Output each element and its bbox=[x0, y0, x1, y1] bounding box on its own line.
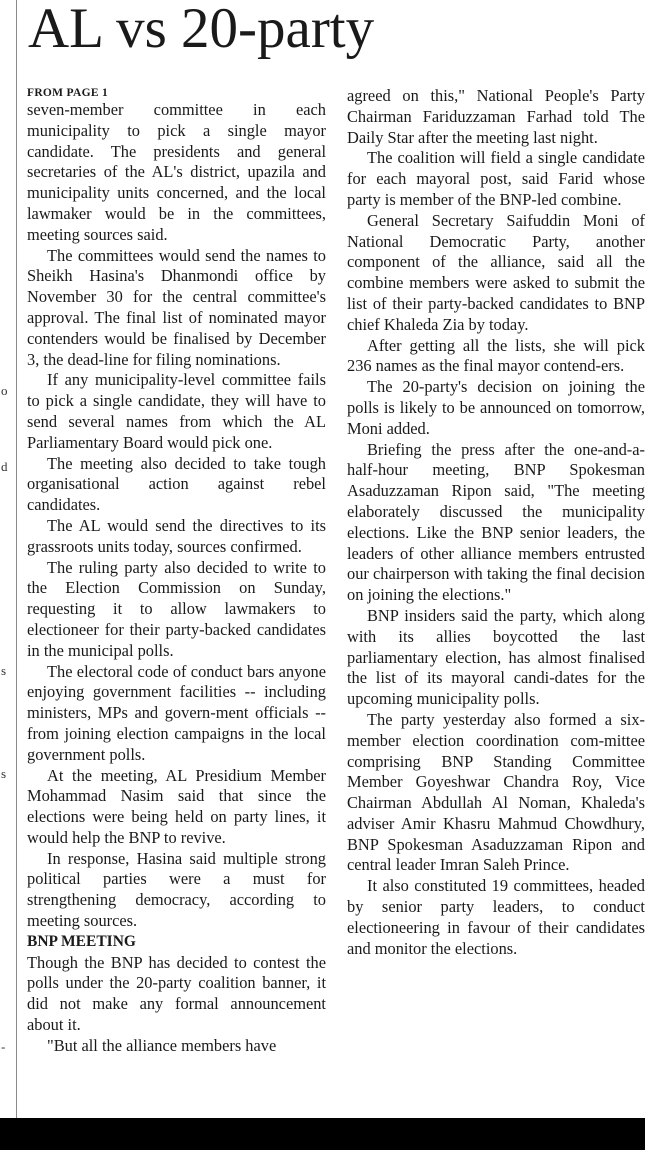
article-paragraph: seven-member committee in each municipality to pick a single mayor candidate. The presidents and general secretaries of the AL's district, upazila and municipality units concerned, and the local lawmaker would be in the committees, meeting sources said. bbox=[27, 100, 326, 244]
article-paragraph: At the meeting, AL Presidium Member Mohammad Nasim said that since the elections were being held on party lines, it would help the BNP to revive. bbox=[27, 765, 326, 847]
article-paragraph: The meeting also decided to take tough organisational action against rebel candidates. bbox=[27, 453, 326, 515]
article-paragraph: In response, Hasina said multiple strong political parties were a must for strengthening democracy, according to meeting sources. bbox=[27, 848, 326, 931]
left-column-body bbox=[27, 100, 326, 1057]
article-paragraph: The coalition will field a single candidate for each mayoral post, said Farid whose party is member of the BNP-led combine. bbox=[347, 148, 645, 209]
article-paragraph: After getting all the lists, she will pick 236 names as the final mayor contend-ers. bbox=[347, 335, 645, 376]
article-paragraph: BNP insiders said the party, which along with its allies boycotted the last parliamentary election, has almost finalised the list of its mayoral candi-dates for the upcoming municipality polls. bbox=[347, 605, 645, 709]
adjacent-column-fragments bbox=[0, 0, 14, 1118]
article-paragraph: The ruling party also decided to write to the Election Commission on Sunday, requesting it to allow lawmakers to electioneer for their party-backed candidates in the municipal polls. bbox=[27, 557, 326, 660]
article-paragraph: If any municipality-level committee fails to pick a single candidate, they will have to send several names from which the AL Parliamentary Board would pick one. bbox=[27, 370, 326, 452]
gutter-fragment: - bbox=[1, 1039, 6, 1054]
article-paragraph: It also constituted 19 committees, headed by senior party leaders, to conduct electioneering in favour of their candidates and monitor the elections. bbox=[347, 876, 645, 958]
article-paragraph: The electoral code of conduct bars anyone enjoying government facilities -- including ministers, MPs and govern-ment officials -- from joining election campaigns in the local government polls. bbox=[27, 661, 326, 764]
article-paragraph: The party yesterday also formed a six-member election coordination com-mittee comprising BNP Standing Committee Member Goyeshwar Chandra Roy, Vice Chairman Abdullah Al Noman, Khaleda's adviser Amir Khasru Mahmud Chowdhury, BNP Spokesman Asaduzzaman Ripon and central leader Imran Saleh Prince. bbox=[347, 709, 645, 875]
gutter-fragment: s bbox=[1, 663, 7, 678]
article-paragraph: The AL would send the directives to its grassroots units today, sources confirmed. bbox=[27, 515, 326, 556]
gutter-fragment: d bbox=[1, 459, 8, 474]
right-column-body bbox=[347, 86, 645, 959]
right-column bbox=[347, 86, 645, 959]
jump-kicker: FROM PAGE 1 bbox=[27, 87, 109, 99]
bottom-black-bar bbox=[0, 1118, 645, 1150]
article-paragraph: agreed on this," National People's Party Chairman Fariduzzaman Farhad told The Daily Star after the meeting last night. bbox=[347, 86, 645, 147]
left-column bbox=[27, 86, 326, 1057]
article-paragraph: General Secretary Saifuddin Moni of National Democratic Party, another component of the alliance, said all the combine members were asked to submit the list of their party-backed candidates to BNP chief Khaleda Zia by today. bbox=[347, 210, 645, 334]
column-divider-rule bbox=[16, 0, 17, 1118]
section-subhead: BNP MEETING bbox=[27, 932, 136, 950]
gutter-fragment: o bbox=[1, 383, 8, 398]
article-paragraph: The 20-party's decision on joining the polls is likely to be announced on tomorrow, Moni added. bbox=[347, 377, 645, 438]
gutter-fragment: s bbox=[1, 766, 7, 781]
article-paragraph: Though the BNP has decided to contest the polls under the 20-party coalition banner, it did not make any formal announcement about it. bbox=[27, 952, 326, 1035]
article-paragraph: Briefing the press after the one-and-a-half-hour meeting, BNP Spokesman Asaduzzaman Ripon said, "The meeting elaborately discussed the municipality elections. Like the BNP senior leaders, the leaders of other alliance members entrusted our chairperson with taking the final decision on joining the elections." bbox=[347, 439, 645, 605]
article-paragraph: The committees would send the names to Sheikh Hasina's Dhanmondi office by November 30 for the central committee's approval. The final list of nominated mayor contenders would be finalised by December 3, the dead-line for filing nominations. bbox=[27, 245, 326, 369]
article-headline: AL vs 20-party bbox=[28, 0, 375, 60]
article-paragraph: "But all the alliance members have bbox=[47, 1035, 277, 1055]
